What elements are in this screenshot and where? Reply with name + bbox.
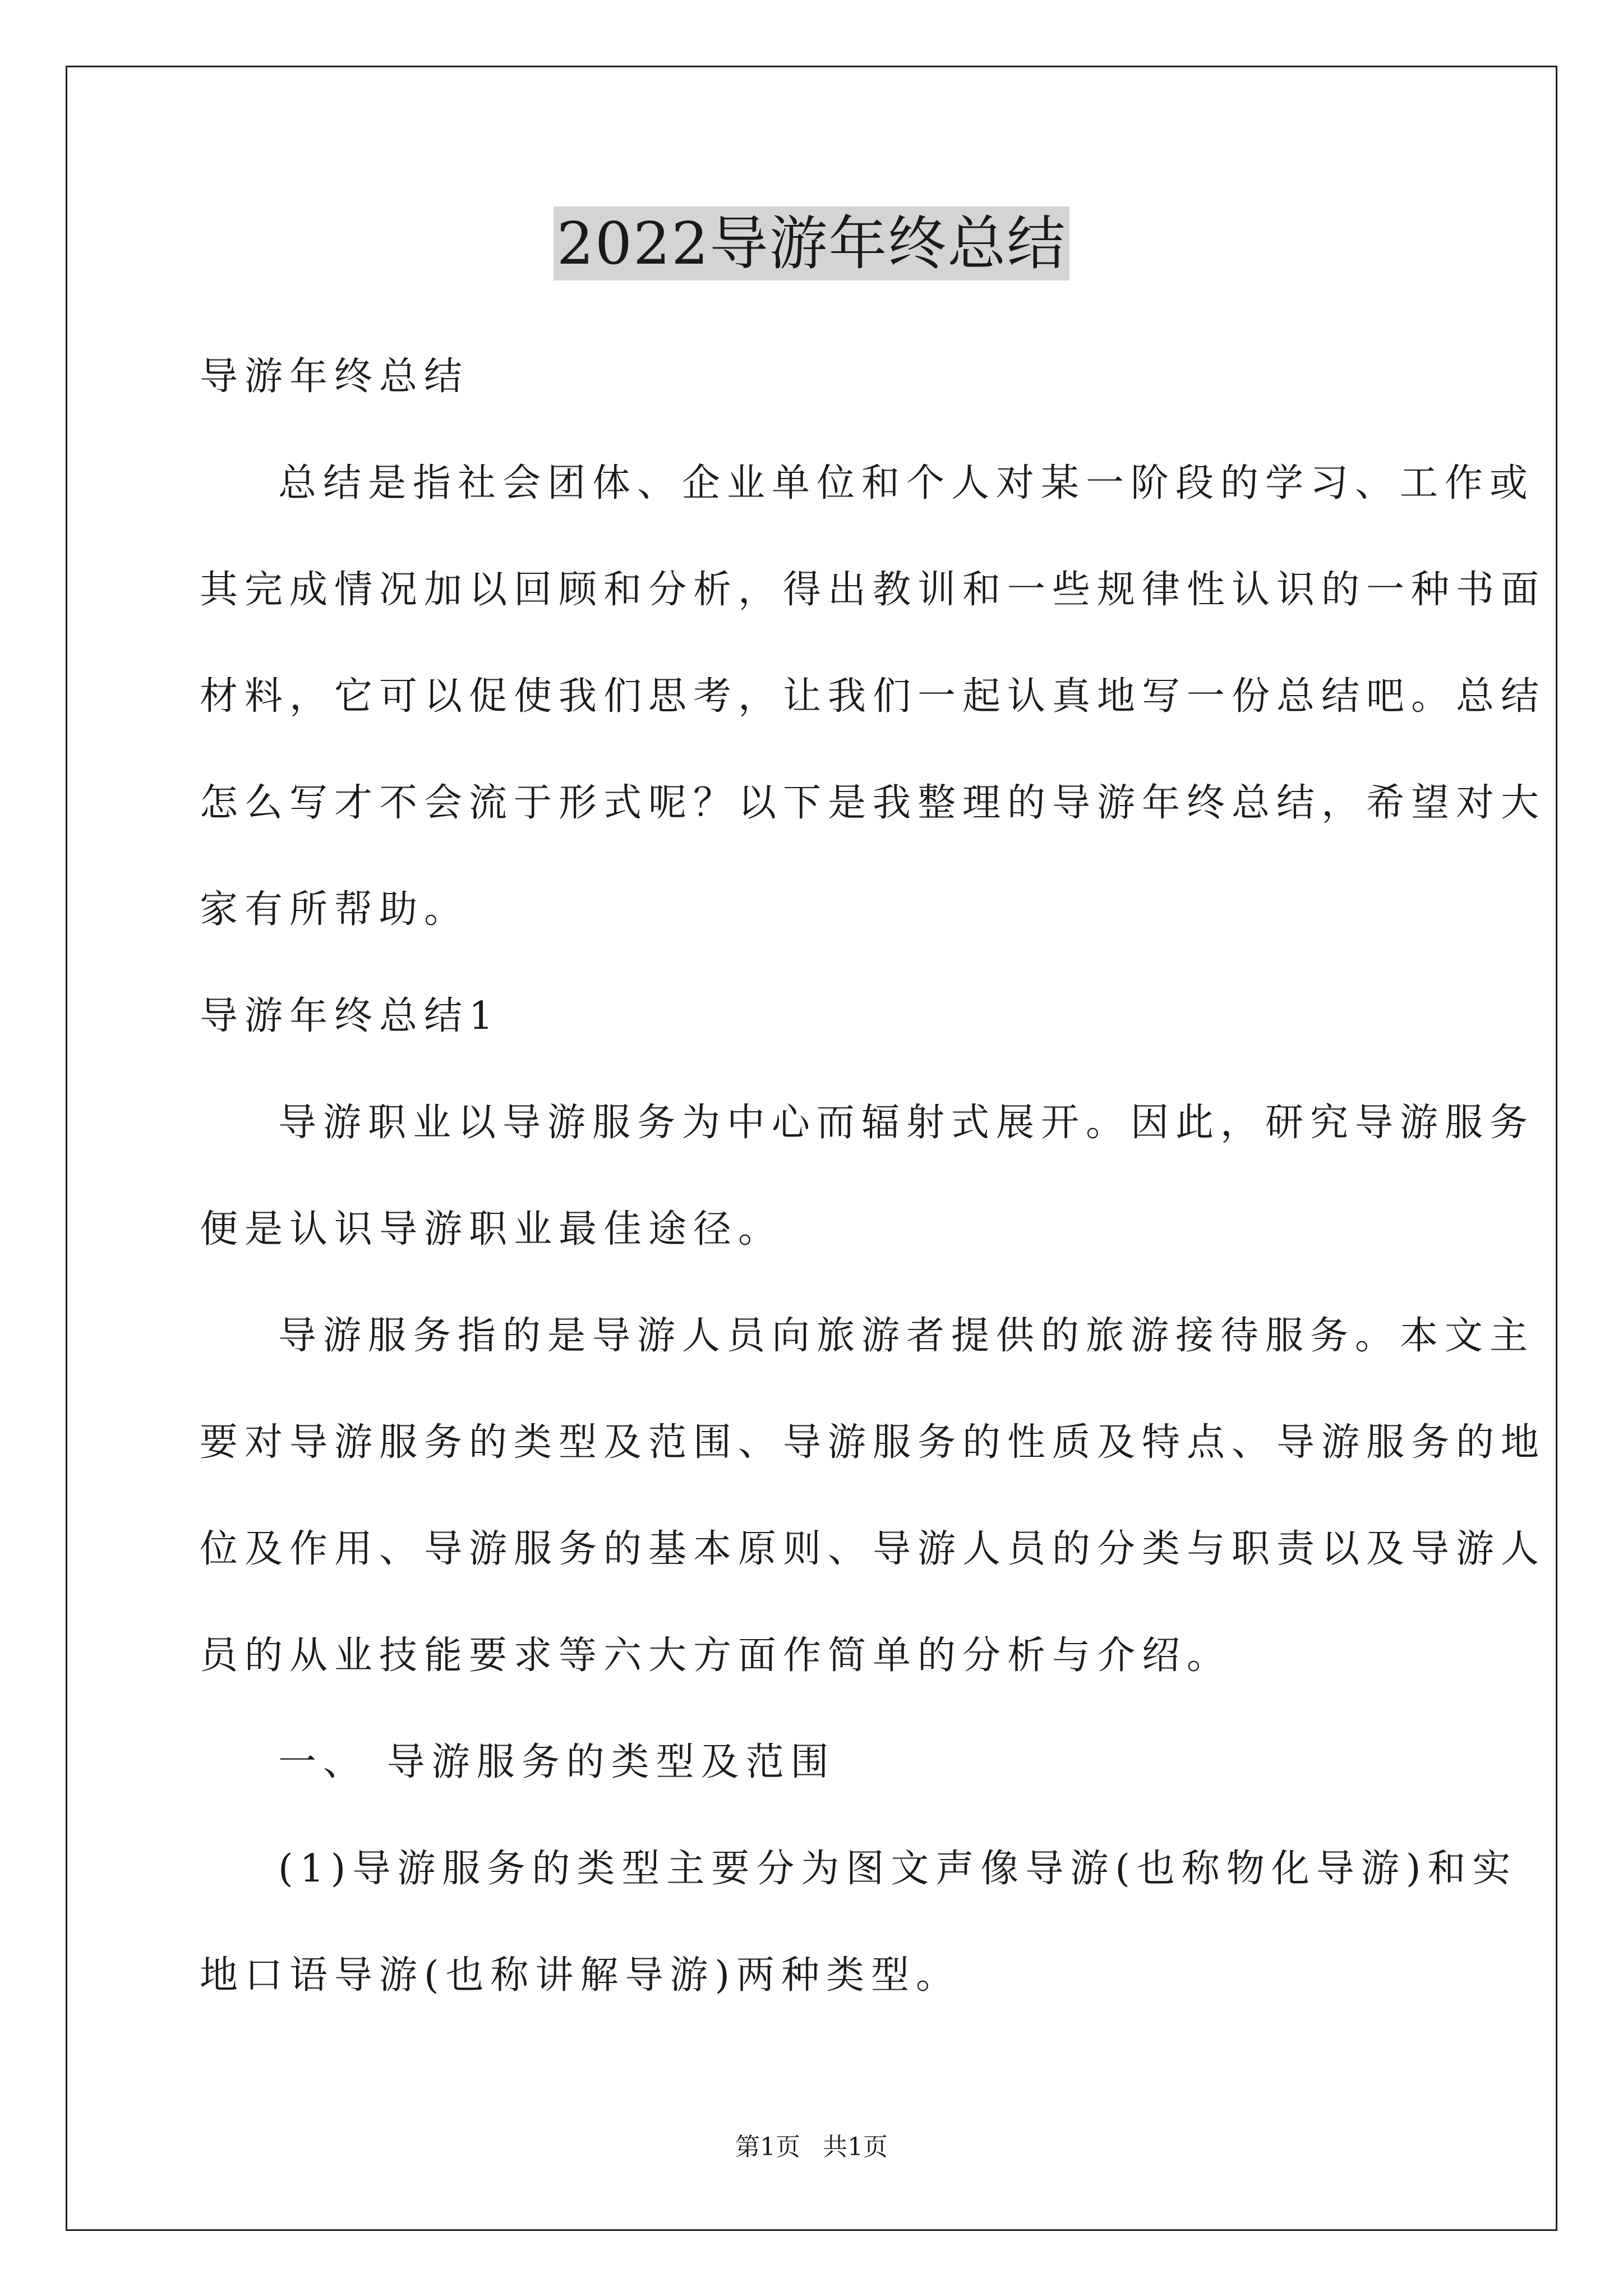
page-number: 第1页 [735, 2133, 800, 2161]
document-title: 2022导游年终总结 [554, 206, 1070, 280]
paragraph-line: 员的从业技能要求等六大方面作简单的分析与介绍。 [200, 1634, 1232, 1678]
title-container [0, 206, 1623, 280]
document-subtitle: 导游年终总结 [200, 355, 469, 399]
page-total: 共1页 [823, 2133, 888, 2161]
section-heading: 导游年终总结1 [200, 994, 500, 1038]
paragraph-line: 地口语导游(也称讲解导游)两种类型。 [200, 1953, 961, 1998]
page-footer [0, 2132, 1623, 2163]
intro-line: 其完成情况加以回顾和分析，得出教训和一些规律性认识的一种书面 [200, 568, 1546, 612]
paragraph-line: 导游职业以导游服务为中心而辐射式展开。因此，研究导游服务 [278, 1101, 1535, 1145]
sub-heading: 一、 导游服务的类型及范围 [278, 1740, 836, 1784]
paragraph-line: 位及作用、导游服务的基本原则、导游人员的分类与职责以及导游人 [200, 1527, 1546, 1571]
intro-line: 家有所帮助。 [200, 887, 469, 932]
paragraph-line: 导游服务指的是导游人员向旅游者提供的旅游接待服务。本文主 [278, 1314, 1535, 1358]
paragraph-line: (1)导游服务的类型主要分为图文声像导游(也称物化导游)和实 [278, 1847, 1518, 1891]
intro-line: 材料，它可以促使我们思考，让我们一起认真地写一份总结吧。总结 [200, 674, 1546, 719]
paragraph-line: 要对导游服务的类型及范围、导游服务的性质及特点、导游服务的地 [200, 1420, 1546, 1465]
intro-line: 总结是指社会团体、企业单位和个人对某一阶段的学习、工作或 [278, 461, 1535, 505]
paragraph-line: 便是认识导游职业最佳途径。 [200, 1207, 783, 1251]
intro-line: 怎么写才不会流于形式呢？以下是我整理的导游年终总结，希望对大 [200, 781, 1546, 825]
